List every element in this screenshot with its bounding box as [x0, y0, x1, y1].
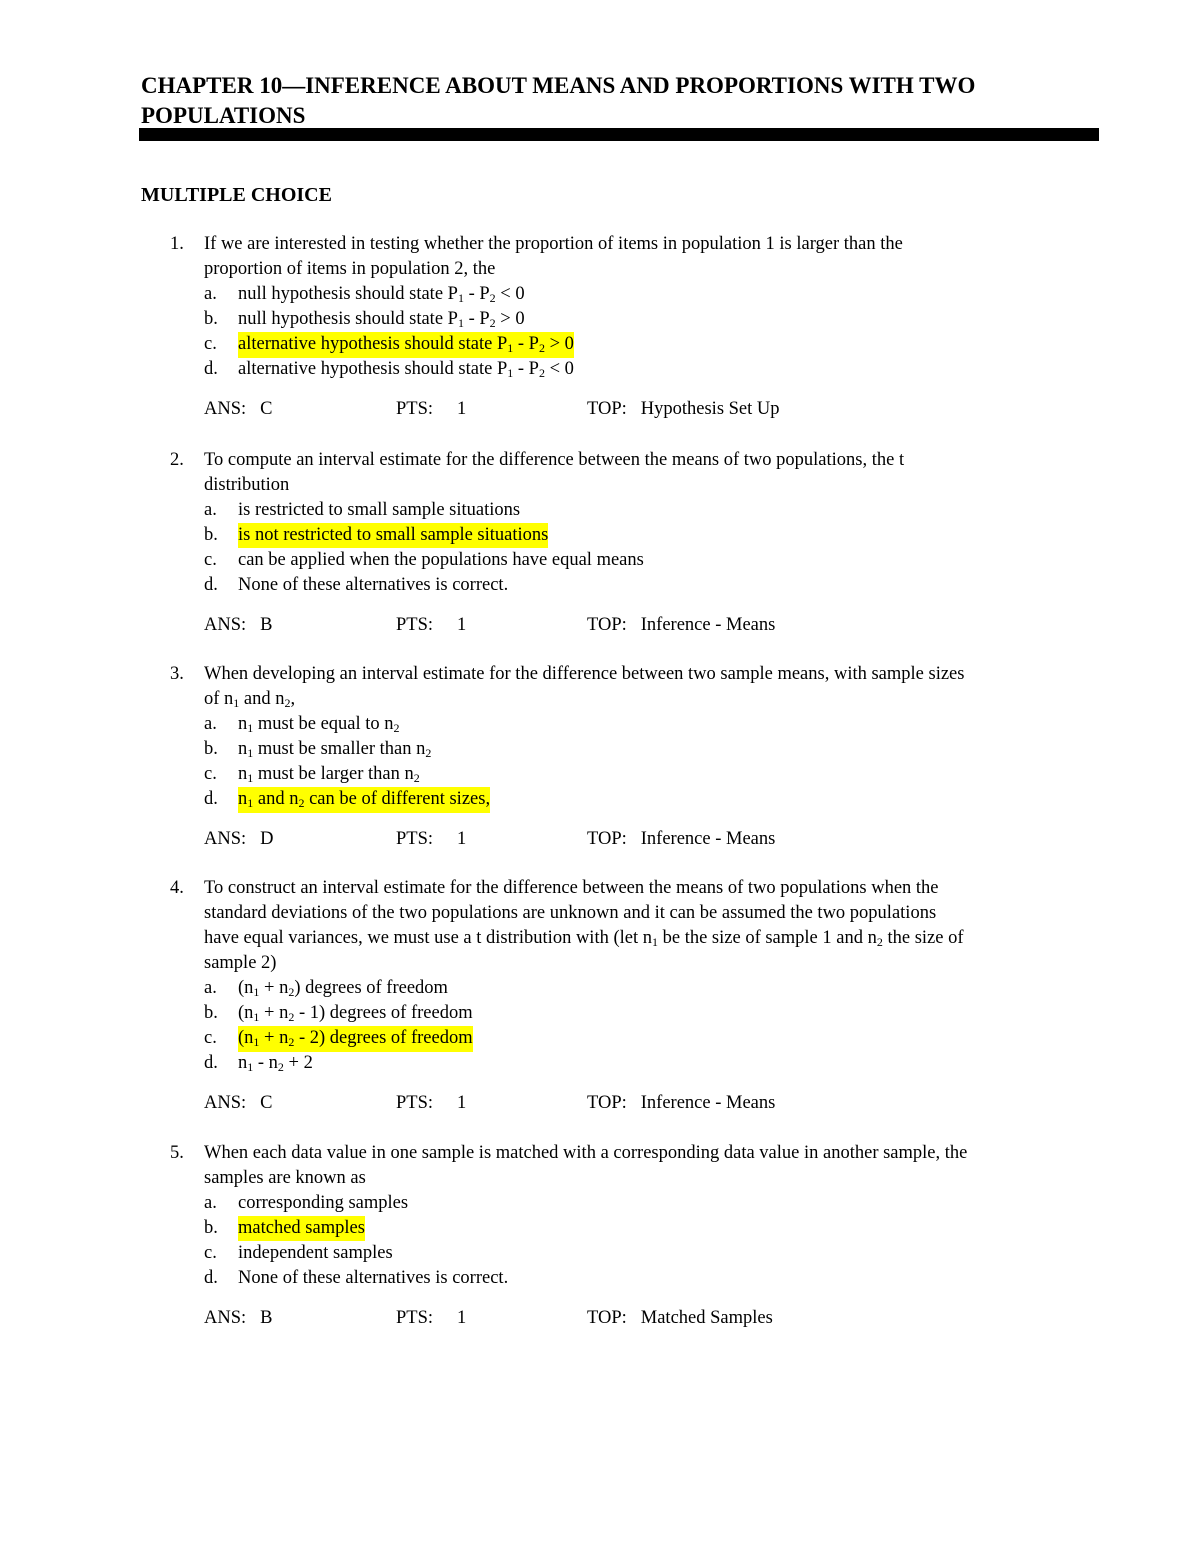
question-stem-text: To construct an interval estimate for the difference between the means of two populations when the	[204, 878, 939, 898]
option-text: null hypothesis should state P1 - P2 < 0	[238, 284, 525, 305]
answer-option	[141, 498, 1101, 523]
question-stem-line	[141, 901, 1101, 926]
answer-key-label: ANS:	[204, 615, 247, 635]
question-stem-line	[141, 473, 1101, 498]
option-text: None of these alternatives is correct.	[238, 1268, 509, 1288]
topic	[587, 827, 775, 852]
answer-option	[141, 1026, 1101, 1051]
question-stem-line	[141, 662, 1101, 687]
answer-option	[141, 976, 1101, 1001]
answer-key	[204, 1091, 273, 1116]
answer-option	[141, 523, 1101, 548]
points-label: PTS:	[396, 399, 434, 419]
topic	[587, 397, 780, 422]
answer-key-value: C	[260, 1093, 273, 1113]
question-stem-line	[141, 1141, 1101, 1166]
option-text: None of these alternatives is correct.	[238, 575, 509, 595]
answer-option	[141, 1241, 1101, 1266]
points	[396, 397, 466, 422]
topic-value: Inference - Means	[640, 615, 776, 635]
answer-option	[141, 1216, 1101, 1241]
option-text: (n1 + n2) degrees of freedom	[238, 978, 448, 999]
points-label: PTS:	[396, 1093, 434, 1113]
option-text: n1 must be equal to n2	[238, 714, 400, 735]
question-number: 2.	[170, 450, 184, 470]
option-text: n1 must be smaller than n2	[238, 739, 432, 760]
chapter-title	[141, 71, 1101, 131]
question-stem-text: proportion of items in population 2, the	[204, 259, 496, 279]
answer-meta	[141, 613, 1101, 638]
answer-option	[141, 307, 1101, 332]
points	[396, 613, 466, 638]
question-stem-line	[141, 232, 1101, 257]
answer-key-value: B	[260, 615, 273, 635]
answer-option	[141, 712, 1101, 737]
option-text: independent samples	[238, 1243, 393, 1263]
option-text-highlighted: is not restricted to small sample situations	[238, 523, 548, 548]
option-letter: d.	[204, 359, 218, 379]
topic-value: Inference - Means	[640, 829, 776, 849]
option-letter: d.	[204, 575, 218, 595]
answer-option	[141, 762, 1101, 787]
question-stem-text: sample 2)	[204, 953, 277, 973]
answer-key	[204, 613, 273, 638]
question-stem-text: samples are known as	[204, 1168, 366, 1188]
question-stem-text: distribution	[204, 475, 290, 495]
answer-option	[141, 1191, 1101, 1216]
answer-key-label: ANS:	[204, 1308, 247, 1328]
topic-value: Inference - Means	[640, 1093, 776, 1113]
question-stem-text: have equal variances, we must use a t distribution with (let n1 be the size of sample 1 and n2 the size of	[204, 928, 964, 949]
option-letter: b.	[204, 525, 218, 545]
option-text-highlighted: matched samples	[238, 1216, 365, 1241]
points	[396, 827, 466, 852]
answer-option	[141, 573, 1101, 598]
points-value: 1	[457, 1093, 467, 1113]
option-letter: c.	[204, 550, 217, 570]
option-text: alternative hypothesis should state P1 - P2 < 0	[238, 359, 574, 380]
answer-option	[141, 1051, 1101, 1076]
points-value: 1	[457, 615, 467, 635]
topic-label: TOP:	[587, 615, 627, 635]
question-stem-text: When developing an interval estimate for the difference between two sample means, with sample sizes	[204, 664, 965, 684]
topic-label: TOP:	[587, 1093, 627, 1113]
topic	[587, 1306, 773, 1331]
option-letter: c.	[204, 1028, 217, 1048]
option-text: is restricted to small sample situations	[238, 500, 521, 520]
answer-meta	[141, 1091, 1101, 1116]
question-stem-line	[141, 448, 1101, 473]
answer-key-value: B	[260, 1308, 273, 1328]
answer-meta	[141, 1306, 1101, 1331]
question-4	[141, 876, 1101, 1116]
option-letter: d.	[204, 789, 218, 809]
option-text-highlighted: n1 and n2 can be of different sizes,	[238, 787, 490, 813]
answer-key	[204, 827, 274, 852]
topic-label: TOP:	[587, 829, 627, 849]
points	[396, 1091, 466, 1116]
chapter-title-line-1: CHAPTER 10—INFERENCE ABOUT MEANS AND PROPORTIONS WITH TWO	[141, 73, 976, 98]
answer-key-label: ANS:	[204, 829, 247, 849]
option-letter: a.	[204, 284, 217, 304]
option-text: n1 - n2 + 2	[238, 1053, 313, 1074]
option-letter: c.	[204, 1243, 217, 1263]
option-letter: b.	[204, 739, 218, 759]
option-text: (n1 + n2 - 1) degrees of freedom	[238, 1003, 473, 1024]
option-letter: a.	[204, 714, 217, 734]
question-3	[141, 662, 1101, 852]
question-stem-line	[141, 1166, 1101, 1191]
question-number: 1.	[170, 234, 184, 254]
question-stem-line	[141, 951, 1101, 976]
topic-value: Hypothesis Set Up	[640, 399, 780, 419]
question-stem-text: If we are interested in testing whether the proportion of items in population 1 is larger than the	[204, 234, 903, 254]
question-number: 5.	[170, 1143, 184, 1163]
option-letter: c.	[204, 764, 217, 784]
question-stem-text: standard deviations of the two populations are unknown and it can be assumed the two populations	[204, 903, 937, 923]
answer-key-value: D	[260, 829, 274, 849]
option-letter: b.	[204, 1218, 218, 1238]
option-letter: a.	[204, 1193, 217, 1213]
question-5	[141, 1141, 1101, 1331]
answer-key-value: C	[260, 399, 273, 419]
answer-option	[141, 787, 1101, 812]
option-text: null hypothesis should state P1 - P2 > 0	[238, 309, 525, 330]
answer-meta	[141, 397, 1101, 422]
option-letter: d.	[204, 1268, 218, 1288]
answer-meta	[141, 827, 1101, 852]
chapter-title-line-2: POPULATIONS	[141, 103, 306, 128]
option-letter: b.	[204, 309, 218, 329]
question-stem-line	[141, 926, 1101, 951]
question-2	[141, 448, 1101, 638]
answer-key-label: ANS:	[204, 399, 247, 419]
option-text: can be applied when the populations have equal means	[238, 550, 644, 570]
option-letter: b.	[204, 1003, 218, 1023]
question-number: 3.	[170, 664, 184, 684]
points-label: PTS:	[396, 615, 434, 635]
option-letter: d.	[204, 1053, 218, 1073]
question-stem-line	[141, 876, 1101, 901]
question-1	[141, 232, 1101, 422]
topic-value: Matched Samples	[640, 1308, 773, 1328]
answer-option	[141, 548, 1101, 573]
title-rule	[139, 128, 1099, 141]
option-letter: a.	[204, 500, 217, 520]
option-text: corresponding samples	[238, 1193, 409, 1213]
answer-option	[141, 282, 1101, 307]
answer-option	[141, 1001, 1101, 1026]
answer-key	[204, 1306, 273, 1331]
question-stem-text: When each data value in one sample is matched with a corresponding data value in another sample, the	[204, 1143, 968, 1163]
option-text: n1 must be larger than n2	[238, 764, 420, 785]
answer-option	[141, 332, 1101, 357]
option-text-highlighted: (n1 + n2 - 2) degrees of freedom	[238, 1026, 473, 1052]
option-text-highlighted: alternative hypothesis should state P1 - P2 > 0	[238, 332, 574, 358]
points-value: 1	[457, 829, 467, 849]
question-stem-line	[141, 257, 1101, 282]
question-number: 4.	[170, 878, 184, 898]
answer-key	[204, 397, 273, 422]
answer-option	[141, 737, 1101, 762]
points-label: PTS:	[396, 829, 434, 849]
answer-option	[141, 357, 1101, 382]
points-value: 1	[457, 1308, 467, 1328]
option-letter: c.	[204, 334, 217, 354]
answer-option	[141, 1266, 1101, 1291]
points	[396, 1306, 466, 1331]
section-heading: MULTIPLE CHOICE	[141, 184, 332, 206]
topic-label: TOP:	[587, 399, 627, 419]
question-stem-line	[141, 687, 1101, 712]
answer-key-label: ANS:	[204, 1093, 247, 1113]
topic-label: TOP:	[587, 1308, 627, 1328]
points-label: PTS:	[396, 1308, 434, 1328]
topic	[587, 1091, 775, 1116]
question-stem-text: To compute an interval estimate for the difference between the means of two populations, the t	[204, 450, 905, 470]
topic	[587, 613, 775, 638]
points-value: 1	[457, 399, 467, 419]
option-letter: a.	[204, 978, 217, 998]
question-stem-text: of n1 and n2,	[204, 689, 296, 710]
